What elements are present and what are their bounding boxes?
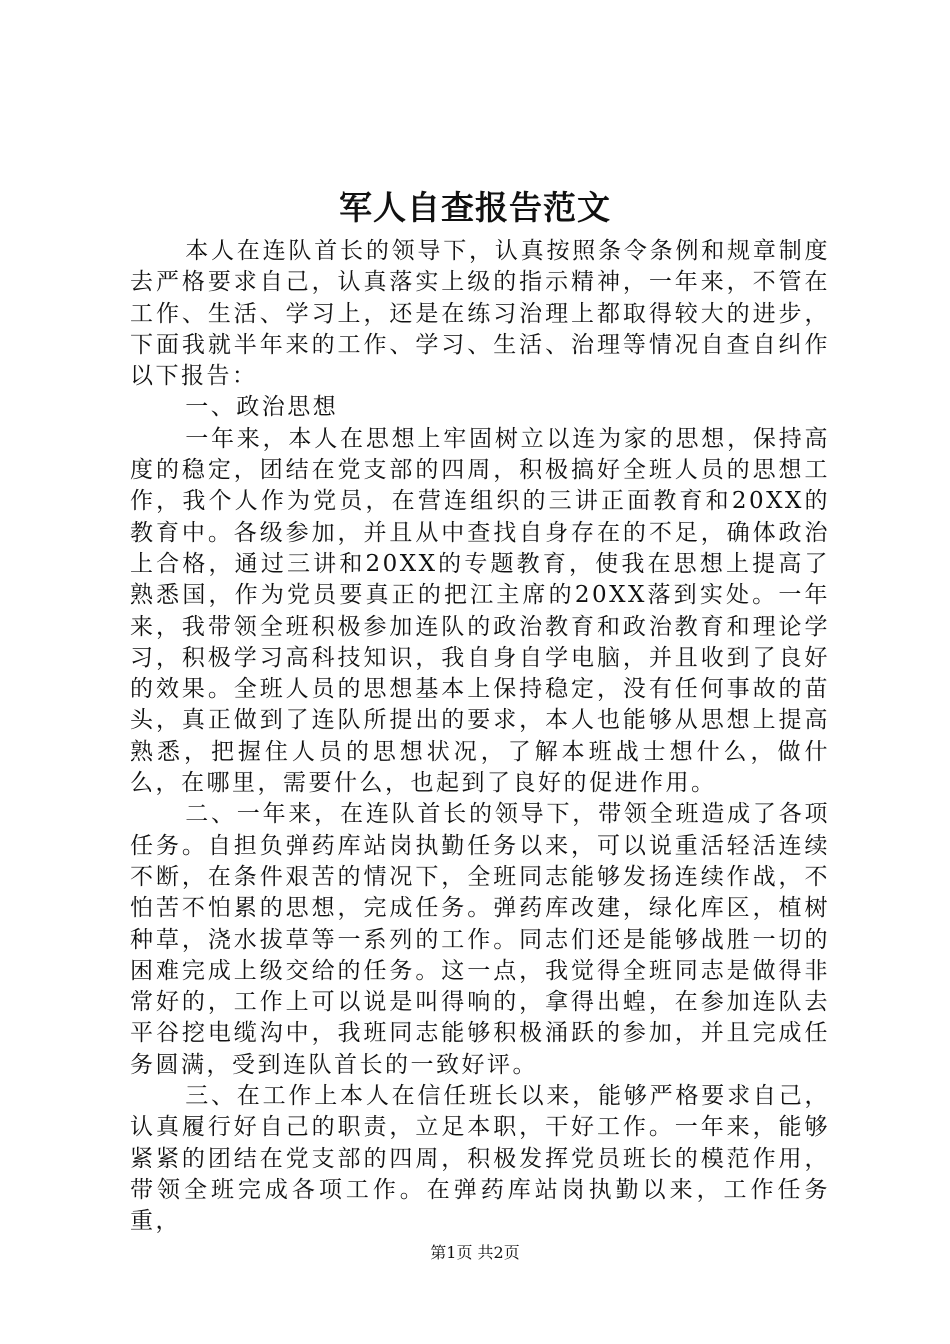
- paragraph-work: 三、在工作上本人在信任班长以来，能够严格要求自己，认真履行好自己的职责，立足本职，干好工作。一年来，能够紧紧的团结在党支部的四周，积极发挥党员班长的模范作用，带领全班完成各项工作。在弹药库站岗执勤以来，工作任务重，: [130, 1083, 830, 1235]
- section-heading-politics: 一、政治思想: [185, 394, 339, 421]
- page-footer: 第1页 共2页: [430, 1243, 520, 1262]
- paragraph-tasks: 二、一年来，在连队首长的领导下，带领全班造成了各项任务。自担负弹药库站岗执勤任务以来，可以说重活轻活连续不断，在条件艰苦的情况下，全班同志能够发扬连续作战，不怕苦不怕累的思想，完成任务。弹药库改建，绿化库区，植树种草，浇水拔草等一系列的工作。同志们还是能够战胜一切的困难完成上级交给的任务。这一点，我觉得全班同志是做得非常好的，工作上可以说是叫得响的，拿得出蝗，在参加连队去平谷挖电缆沟中，我班同志能够积极涌跃的参加，并且完成任务圆满，受到连队首长的一致好评。: [130, 801, 830, 1078]
- document-title: 军人自查报告范文: [339, 188, 611, 227]
- paragraph-intro: 本人在连队首长的领导下，认真按照条令条例和规章制度去严格要求自己，认真落实上级的指示精神，一年来，不管在工作、生活、学习上，还是在练习治理上都取得较大的进步，下面我就半年来的工作、学习、生活、治理等情况自查自纠作以下报告：: [130, 238, 830, 390]
- paragraph-politics: 一年来，本人在思想上牢固树立以连为家的思想，保持高度的稳定，团结在党支部的四周，积极搞好全班人员的思想工作，我个人作为党员，在营连组织的三讲正面教育和20XX的教育中。各级参加，并且从中查找自身存在的不足，确体政治上合格，通过三讲和20XX的专题教育，使我在思想上提高了熟悉国，作为党员要真正的把江主席的20XX落到实处。一年来，我带领全班积极参加连队的政治教育和政治教育和理论学习，积极学习高科技知识，我自身自学电脑，并且收到了良好的效果。全班人员的思想基本上保持稳定，没有任何事故的苗头，真正做到了连队所提出的要求，本人也能够从思想上提高熟悉，把握住人员的思想状况，了解本班战士想什么，做什么，在哪里，需要什么，也起到了良好的促进作用。: [130, 425, 830, 797]
- document-body: [130, 236, 830, 1238]
